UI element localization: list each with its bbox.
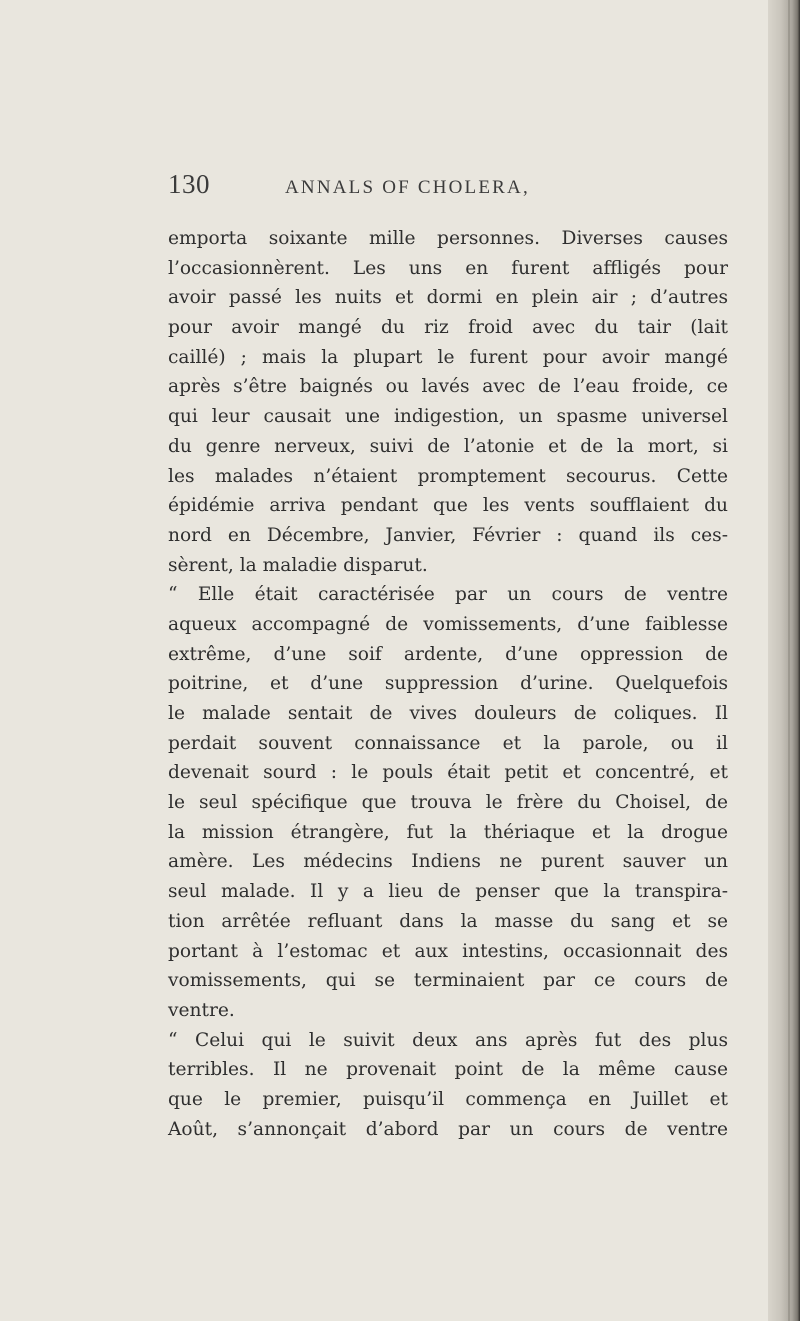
text-line: portant à l’estomac et aux intestins, occasionnait des: [168, 940, 728, 962]
text-line: du genre nerveux, suivi de l’atonie et de la mort, si: [168, 435, 728, 457]
text-line: “ Elle était caractérisée par un cours de ventre: [168, 584, 728, 606]
text-line: Août, s’annonçait d’abord par un cours de ventre: [168, 1118, 728, 1140]
text-line: nord en Décembre, Janvier, Février : quand ils ces-: [168, 524, 728, 546]
page-header: [168, 169, 728, 209]
text-line: pour avoir mangé du riz froid avec du tair (lait: [168, 317, 728, 339]
text-line: seul malade. Il y a lieu de penser que la transpira-: [168, 881, 728, 903]
text-line: qui leur causait une indigestion, un spasme universel: [168, 406, 728, 428]
text-line: les malades n’étaient promptement secourus. Cette: [168, 465, 728, 487]
text-line: poitrine, et d’une suppression d’urine. Quelquefois: [168, 673, 728, 695]
page-edge-shadow: [768, 0, 800, 1321]
running-head: ANNALS OF CHOLERA,: [285, 177, 530, 198]
text-line: tion arrêtée refluant dans la masse du sang et se: [168, 910, 728, 932]
text-line: épidémie arriva pendant que les vents soufflaient du: [168, 495, 728, 517]
text-line: vomissements, qui se terminaient par ce cours de: [168, 970, 728, 992]
text-line: sèrent, la maladie disparut.: [168, 554, 428, 576]
text-line: emporta soixante mille personnes. Diverses causes: [168, 228, 728, 249]
text-line: ventre.: [168, 999, 235, 1021]
text-line: caillé) ; mais la plupart le furent pour avoir mangé: [168, 346, 728, 368]
page-number: 130: [168, 169, 210, 199]
text-line: la mission étrangère, fut la thériaque et la drogue: [168, 821, 728, 843]
text-line: l’occasionnèrent. Les uns en furent affligés pour: [168, 257, 728, 279]
text-line: perdait souvent connaissance et la parole, ou il: [168, 732, 728, 754]
text-line: amère. Les médecins Indiens ne purent sauver un: [168, 851, 728, 873]
text-line: extrême, d’une soif ardente, d’une oppression de: [168, 643, 728, 665]
text-line: le seul spécifique que trouva le frère du Choisel, de: [168, 792, 728, 814]
text-line: devenait sourd : le pouls était petit et concentré, et: [168, 762, 728, 784]
text-line: aqueux accompagné de vomissements, d’une faiblesse: [168, 613, 728, 635]
text-line: après s’être baignés ou lavés avec de l’eau froide, ce: [168, 376, 728, 398]
text-line: avoir passé les nuits et dormi en plein air ; d’autres: [168, 287, 728, 309]
body-text: [168, 224, 728, 1144]
text-line: terribles. Il ne provenait point de la même cause: [168, 1059, 728, 1081]
text-line: “ Celui qui le suivit deux ans après fut des plus: [168, 1029, 728, 1051]
text-line: le malade sentait de vives douleurs de coliques. Il: [168, 703, 728, 724]
binding-line: [788, 0, 790, 1321]
text-line: que le premier, puisqu’il commença en Juillet et: [168, 1088, 728, 1110]
